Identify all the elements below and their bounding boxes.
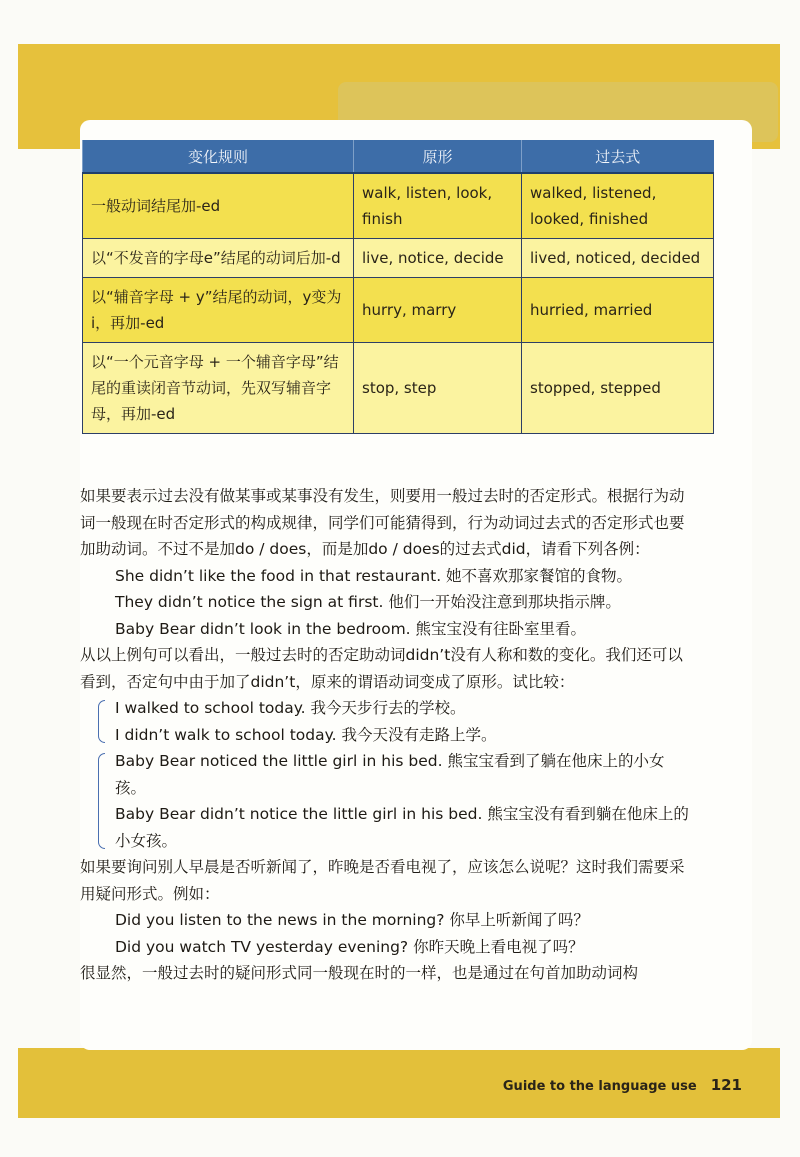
question-example: Did you watch TV yesterday evening? 你昨天晚上看电视了吗？ xyxy=(115,937,584,956)
question-example: Did you listen to the news in the morning? 你早上听新闻了吗？ xyxy=(115,911,589,929)
comparison-sentence: Baby Bear didn’t notice the little girl in his bed. 熊宝宝没有看到躺在他床上的小女孩。 xyxy=(115,805,689,850)
comparison-sentence: I didn’t walk to school today. 我今天没有走路上学。 xyxy=(115,725,497,744)
base-form-cell: hurry, marry xyxy=(354,278,522,343)
table-row xyxy=(83,278,714,343)
base-form-cell: walk, listen, look, finish xyxy=(354,173,522,239)
paragraph-negative-rule: 从以上例句可以看出，一般过去时的否定助动词didn’t没有人称和数的变化。我们还可以看到，否定句中由于加了didn’t，原来的谓语动词变成了原形。试比较： xyxy=(80,646,683,691)
paragraph-negative-intro: 如果要表示过去没有做某事或某事没有发生，则要用一般过去时的否定形式。根据行为动词一般现在时否定形式的构成规律，同学们可能猜得到，行为动词过去式的否定形式也要加助动词。不过不是加do / does，而是加do / does的过去式did，请看下列各例： xyxy=(80,487,685,558)
base-form-cell: live, notice, decide xyxy=(354,239,522,278)
past-form-cell: stopped, stepped xyxy=(522,343,714,434)
comparison-group-1 xyxy=(80,695,692,748)
example-sentence: They didn’t notice the sign at first. 他们一开始没注意到那块指示牌。 xyxy=(115,593,621,611)
rule-cell: 以“辅音字母 + y”结尾的动词，y变为i，再加-ed xyxy=(83,278,354,343)
rule-cell: 以“一个元音字母 + 一个辅音字母”结尾的重读闭音节动词，先双写辅音字母，再加-ed xyxy=(83,343,354,434)
example-sentence: She didn’t like the food in that restaurant. 她不喜欢那家餐馆的食物。 xyxy=(115,566,633,585)
header-past-form: 过去式 xyxy=(522,140,714,173)
section-label: Guide to the language use xyxy=(502,1079,697,1094)
brace-icon xyxy=(98,700,105,743)
base-form-cell: stop, step xyxy=(354,343,522,434)
table-row xyxy=(83,239,714,278)
comparison-sentence: I walked to school today. 我今天步行去的学校。 xyxy=(115,699,466,717)
paragraph-question-intro: 如果要询问别人早晨是否听新闻了，昨晚是否看电视了，应该怎么说呢？这时我们需要采用疑问形式。例如： xyxy=(80,858,685,903)
comparison-group-2 xyxy=(80,748,692,854)
rule-cell: 以“不发音的字母e”结尾的动词后加-d xyxy=(83,239,354,278)
explanation-text xyxy=(80,483,692,987)
paragraph-question-rule: 很显然，一般过去时的疑问形式同一般现在时的一样，也是通过在句首加助动词构 xyxy=(80,964,639,982)
table-header-row xyxy=(83,140,714,173)
comparison-sentence: Baby Bear noticed the little girl in his bed. 熊宝宝看到了躺在他床上的小女孩。 xyxy=(115,752,665,797)
page-footer xyxy=(503,1076,742,1094)
page-number: 121 xyxy=(710,1076,742,1094)
header-base-form: 原形 xyxy=(354,140,522,173)
table-row xyxy=(83,173,714,239)
rule-cell: 一般动词结尾加-ed xyxy=(83,173,354,239)
past-form-cell: hurried, married xyxy=(522,278,714,343)
past-form-cell: lived, noticed, decided xyxy=(522,239,714,278)
table-row xyxy=(83,343,714,434)
header-rule: 变化规则 xyxy=(83,140,354,173)
brace-icon xyxy=(98,753,105,849)
past-form-cell: walked, listened, looked, finished xyxy=(522,173,714,239)
example-sentence: Baby Bear didn’t look in the bedroom. 熊宝宝没有往卧室里看。 xyxy=(115,619,587,638)
past-tense-rules-table xyxy=(82,140,714,434)
